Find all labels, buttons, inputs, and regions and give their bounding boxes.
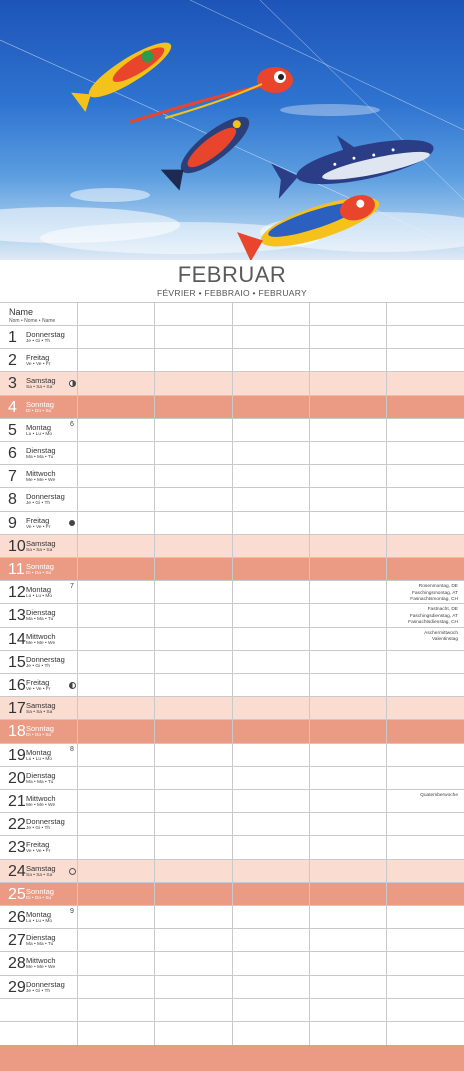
holiday-line: Rosenmontag, DE — [418, 584, 458, 590]
name-column-subheader: Nom • Nome • Name — [9, 318, 56, 324]
holiday-line: Valentinstag — [431, 637, 458, 643]
weekday-name: Montag — [26, 747, 52, 757]
weekday-name: Montag — [26, 910, 52, 919]
weekday-name: Mittwoch — [26, 631, 56, 641]
weekday-name: Samstag — [26, 701, 56, 711]
weekday-abbreviations: Ma • Ma • Tu — [26, 455, 54, 460]
last-quarter-moon-icon — [69, 682, 76, 689]
day-number: 4 — [8, 398, 17, 416]
week-number: 6 — [70, 420, 74, 428]
holiday-note — [368, 793, 458, 800]
weekday-name: Montag — [26, 422, 52, 432]
weekday-abbreviations: Sa • Sa • Sa — [26, 710, 53, 716]
month-subtitle: FÉVRIER • FEBBRAIO • FEBRUARY — [156, 288, 308, 298]
holiday-line: Faschingsdienstag, AT — [409, 613, 458, 619]
weekday-abbreviations: Je • Gi • Th — [26, 501, 51, 507]
weekday-abbreviations: Di • Do • Su — [26, 571, 52, 576]
day-number: 12 — [8, 584, 26, 602]
column-divider — [77, 302, 78, 1045]
holiday-note — [368, 584, 458, 604]
weekday-abbreviations: Je • Gi • Th — [26, 339, 51, 344]
weekday-abbreviations: Ma • Ma • Tu — [26, 779, 54, 785]
weekday-abbreviations: Je • Gi • Th — [26, 988, 51, 994]
weekday-abbreviations: Je • Gi • Th — [26, 663, 51, 669]
weekday-abbreviations: Me • Me • We — [26, 640, 56, 646]
holiday-line: Fasnachtsdienstag, CH — [408, 620, 458, 626]
weekday-name: Dienstag — [26, 933, 56, 943]
weekday-name: Sonntag — [26, 724, 54, 734]
weekday-name: Mittwoch — [26, 469, 56, 479]
weekday-name: Freitag — [26, 353, 50, 363]
day-number: 23 — [8, 839, 26, 857]
holiday-note — [368, 607, 458, 627]
weekday-abbreviations: Di • Do • Su — [26, 733, 52, 739]
weekday-name: Dienstag — [26, 770, 56, 780]
week-number: 7 — [70, 583, 74, 591]
day-number: 11 — [8, 561, 25, 578]
day-number: 5 — [8, 421, 17, 439]
weekday-abbreviations: Ma • Ma • Tu — [26, 617, 54, 623]
weekday-name: Mittwoch — [26, 956, 56, 966]
weekday-abbreviations: Ve • Ve • Fr — [26, 524, 51, 530]
day-number: 13 — [8, 607, 26, 625]
weekday-abbreviations: Ve • Ve • Fr — [26, 687, 51, 692]
day-number: 6 — [8, 445, 17, 462]
day-number: 19 — [8, 746, 26, 764]
day-number: 22 — [8, 816, 26, 834]
weekday-name: Samstag — [26, 376, 56, 386]
kites-illustration — [0, 0, 464, 260]
day-number: 28 — [8, 955, 26, 973]
full-moon-icon — [69, 520, 75, 526]
weekday-name: Mittwoch — [26, 794, 56, 803]
day-number: 18 — [8, 723, 26, 741]
weekday-abbreviations: Di • Do • Su — [26, 895, 52, 901]
month-title: FEBRUAR — [177, 262, 287, 287]
day-number: 20 — [8, 769, 26, 787]
weekday-abbreviations: Di • Do • Su — [26, 408, 52, 414]
weekday-name: Freitag — [26, 840, 50, 850]
column-divider — [309, 302, 310, 1045]
column-divider — [232, 302, 233, 1045]
day-number: 1 — [8, 329, 17, 346]
weekday-name: Sonntag — [26, 562, 54, 571]
month-header — [0, 260, 464, 302]
day-number: 10 — [8, 537, 26, 555]
weekday-abbreviations: Me • Me • We — [26, 803, 56, 808]
footer-band — [0, 1045, 464, 1071]
day-number: 16 — [8, 677, 26, 694]
weekday-abbreviations: Me • Me • We — [26, 965, 56, 971]
week-number: 8 — [70, 745, 74, 753]
weekday-abbreviations: Lu • Lu • Mo — [26, 594, 53, 600]
day-number: 24 — [8, 862, 26, 880]
day-number: 15 — [8, 653, 26, 671]
name-column-header: Name — [9, 307, 34, 317]
week-number: 9 — [70, 908, 74, 915]
day-number: 7 — [8, 468, 17, 486]
day-number: 27 — [8, 932, 26, 950]
day-number: 26 — [8, 909, 26, 926]
weekday-abbreviations: Sa • Sa • Sa — [26, 547, 53, 553]
weekday-name: Freitag — [26, 515, 50, 525]
holiday-line: Fasnachtsmontag, CH — [410, 597, 458, 603]
weekday-abbreviations: Sa • Sa • Sa — [26, 385, 53, 391]
weekday-abbreviations: Lu • Lu • Mo — [26, 431, 53, 437]
weekday-name: Donnerstag — [26, 817, 65, 827]
day-number: 17 — [8, 700, 26, 718]
weekday-name: Samstag — [26, 863, 56, 873]
day-number: 14 — [8, 630, 26, 648]
holiday-line: Fastnacht, DE — [427, 607, 458, 613]
column-divider — [386, 302, 387, 1045]
column-divider — [154, 302, 155, 1045]
day-number: 3 — [8, 375, 17, 393]
weekday-abbreviations: Sa • Sa • Sa — [26, 872, 53, 878]
weekday-abbreviations: Me • Me • We — [26, 478, 56, 484]
weekday-name: Dienstag — [26, 446, 56, 455]
weekday-name: Sonntag — [26, 886, 54, 896]
day-number: 2 — [8, 352, 17, 370]
weekday-name: Donnerstag — [26, 492, 65, 502]
weekday-abbreviations: Je • Gi • Th — [26, 826, 51, 832]
weekday-name: Montag — [26, 585, 52, 595]
weekday-name: Dienstag — [26, 608, 56, 618]
weekday-name: Donnerstag — [26, 330, 65, 339]
weekday-abbreviations: Lu • Lu • Mo — [26, 756, 53, 762]
weekday-abbreviations: Ve • Ve • Fr — [26, 849, 51, 855]
weekday-name: Donnerstag — [26, 654, 65, 664]
holiday-line: Aschermittwoch — [424, 630, 458, 636]
day-number: 21 — [8, 793, 26, 810]
weekday-name: Samstag — [26, 538, 56, 548]
holiday-line: Faschingsmontag, AT — [411, 590, 458, 596]
day-number: 29 — [8, 978, 26, 996]
weekday-abbreviations: Ma • Ma • Tu — [26, 942, 54, 948]
day-number: 8 — [8, 491, 17, 509]
day-number: 9 — [8, 514, 17, 532]
weekday-name: Donnerstag — [26, 979, 65, 989]
weekday-abbreviations: Ve • Ve • Fr — [26, 362, 51, 368]
holiday-line: Quatemberwoche — [420, 793, 458, 798]
first-quarter-moon-icon — [69, 380, 76, 387]
weekday-abbreviations: Lu • Lu • Mo — [26, 919, 53, 924]
weekday-name: Freitag — [26, 678, 50, 687]
day-number: 25 — [8, 885, 26, 903]
holiday-note — [368, 631, 458, 644]
header-photo-kites — [0, 0, 464, 260]
new-moon-icon — [69, 868, 76, 875]
weekday-name: Sonntag — [26, 399, 54, 409]
